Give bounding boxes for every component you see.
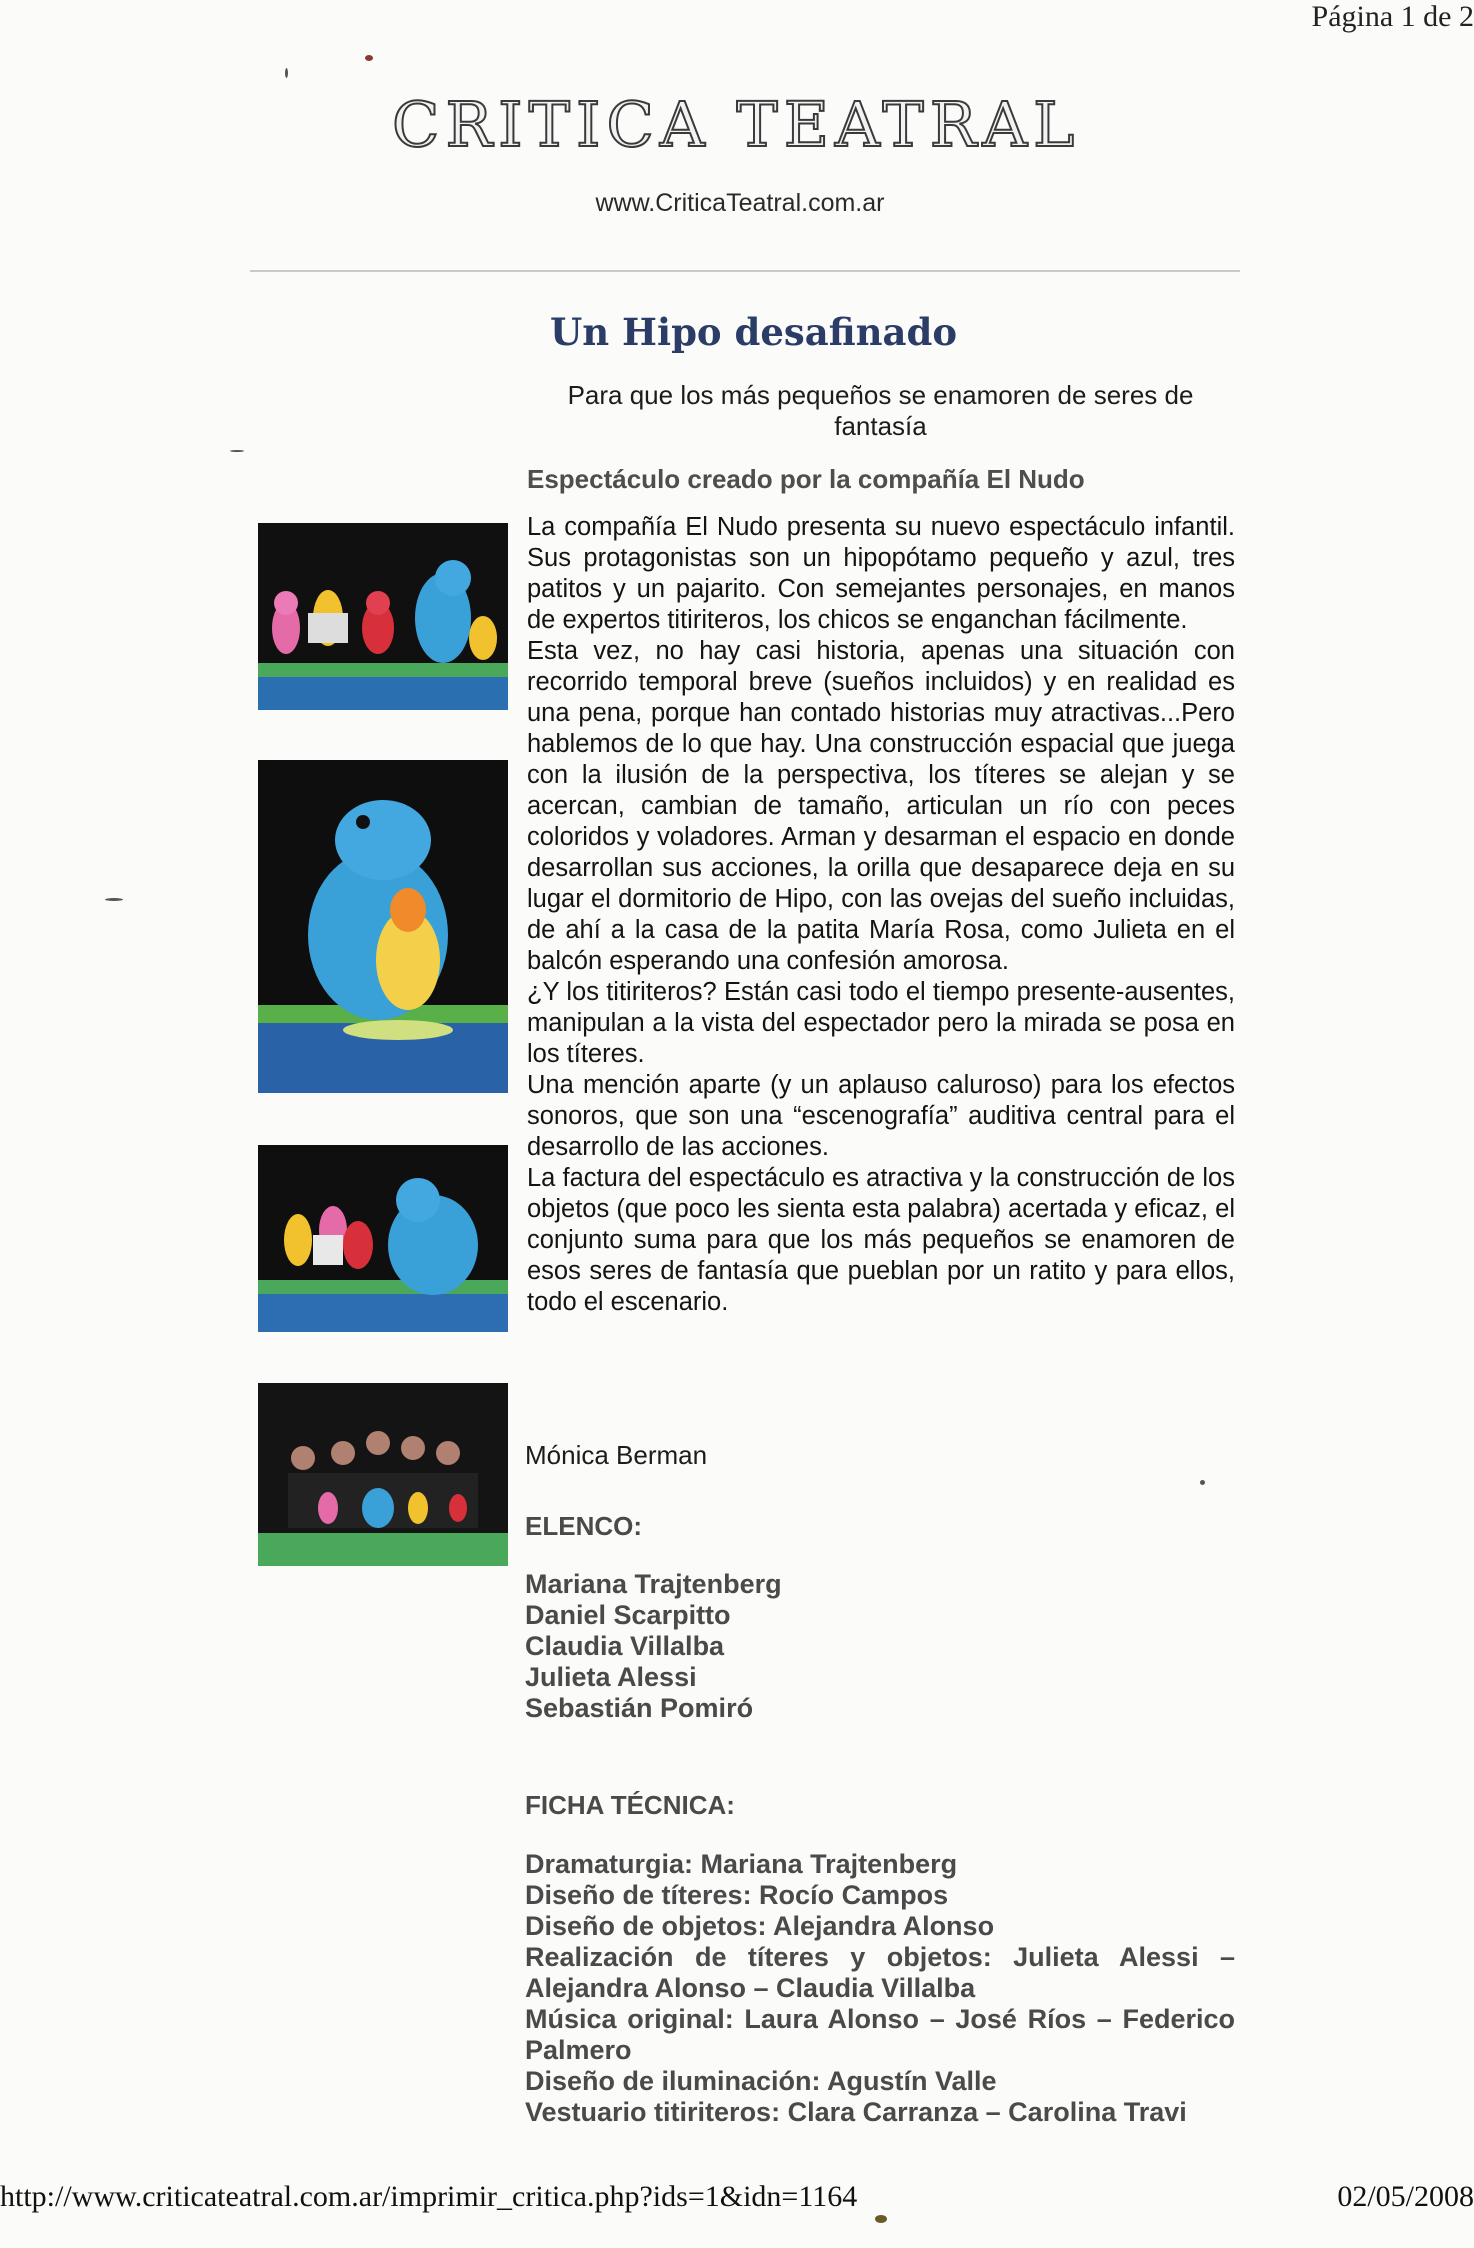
cast-member: Daniel Scarpitto [525, 1600, 731, 1630]
credits-list [525, 1849, 1235, 2128]
puppet-photo-2 [258, 760, 508, 1093]
article-paragraph: La factura del espectáculo es atractiva y la construcción de los objetos (que poco les sienta esta palabra) acertada y eficaz, el conjunto suma para que los más pequeños se enamoren de esos seres de fantasía que pueblan por un ratito y para ellos, todo el escenario. [527, 1164, 1235, 1316]
site-url[interactable]: www.CriticaTeatral.com.ar [595, 189, 885, 217]
credit-line: Vestuario titiriteros: Clara Carranza – Carolina Travi [525, 2097, 1187, 2127]
credits-heading: FICHA TÉCNICA: [525, 1790, 735, 1820]
cast-heading: ELENCO: [525, 1511, 642, 1541]
puppet-photo-4 [258, 1383, 508, 1566]
article-paragraph: La compañía El Nudo presenta su nuevo espectáculo infantil. Sus protagonistas son un hipopótamo pequeño y azul, tres patitos y un pajarito. Con semejantes personajes, en manos de expertos titiriteros, los chicos se enganchan fácilmente. [527, 513, 1235, 634]
cast-list [525, 1569, 1025, 1724]
scan-speck [1200, 1480, 1205, 1485]
credit-line: Diseño de títeres: Rocío Campos [525, 1880, 949, 1910]
article-title: Un Hipo desafinado [550, 310, 958, 354]
scan-speck [365, 55, 373, 61]
article-author: Mónica Berman [525, 1440, 708, 1470]
article-paragraph: Una mención aparte (y un aplauso caluroso) para los efectos sonoros, que son una “escenografía” auditiva central para el desarrollo de las acciones. [527, 1071, 1235, 1161]
credit-line: Dramaturgia: Mariana Trajtenberg [525, 1849, 958, 1879]
puppet-photo-3 [258, 1145, 508, 1332]
puppet-photo-1 [258, 523, 508, 710]
article-body [527, 512, 1235, 1318]
credit-line: Realización de títeres y objetos: Julieta Alessi – Alejandra Alonso – Claudia Villalba [525, 1942, 1235, 2003]
scan-speck [105, 898, 123, 901]
scan-speck [230, 450, 244, 452]
footer-date: 02/05/2008 [1337, 2180, 1474, 2213]
page-number: Página 1 de 2 [1311, 0, 1474, 33]
article-paragraph: ¿Y los titiriteros? Están casi todo el tiempo presente-ausentes, manipulan a la vista del espectador pero la mirada se posa en los títeres. [527, 978, 1235, 1068]
scan-speck [285, 68, 288, 78]
cast-member: Claudia Villalba [525, 1631, 725, 1661]
scan-speck [875, 2215, 887, 2223]
cast-member: Julieta Alessi [525, 1662, 697, 1692]
credit-line: Diseño de objetos: Alejandra Alonso [525, 1911, 995, 1941]
header-divider [250, 270, 1240, 272]
cast-member: Sebastián Pomiró [525, 1693, 754, 1723]
article-subtitle: Para que los más pequeños se enamoren de seres de fantasía [567, 380, 1194, 441]
credit-line: Diseño de iluminación: Agustín Valle [525, 2066, 997, 2096]
credit-line: Música original: Laura Alonso – José Ríos – Federico Palmero [525, 2004, 1235, 2065]
site-logo: CRITICA TEATRAL [392, 88, 1081, 161]
cast-member: Mariana Trajtenberg [525, 1569, 782, 1599]
article-byline: Espectáculo creado por la compañía El Nudo [527, 464, 1085, 494]
article-paragraph: Esta vez, no hay casi historia, apenas una situación con recorrido temporal breve (sueños incluidos) y en realidad es una pena, porque han contado historias muy atractivas...Pero hablemos de lo que hay. Una construcción espacial que juega con la ilusión de la perspectiva, los títeres se alejan y se acercan, cambian de tamaño, articulan un río con peces coloridos y voladores. Arman y desarman el espacio en donde desarrollan sus acciones, la orilla que desaparece deja en su lugar el dormitorio de Hipo, con las ovejas del sueño incluidas, de ahí a la casa de la patita María Rosa, como Julieta en el balcón esperando una confesión amorosa. [527, 637, 1235, 975]
footer-url[interactable]: http://www.criticateatral.com.ar/imprimir_critica.php?ids=1&idn=1164 [0, 2180, 858, 2213]
